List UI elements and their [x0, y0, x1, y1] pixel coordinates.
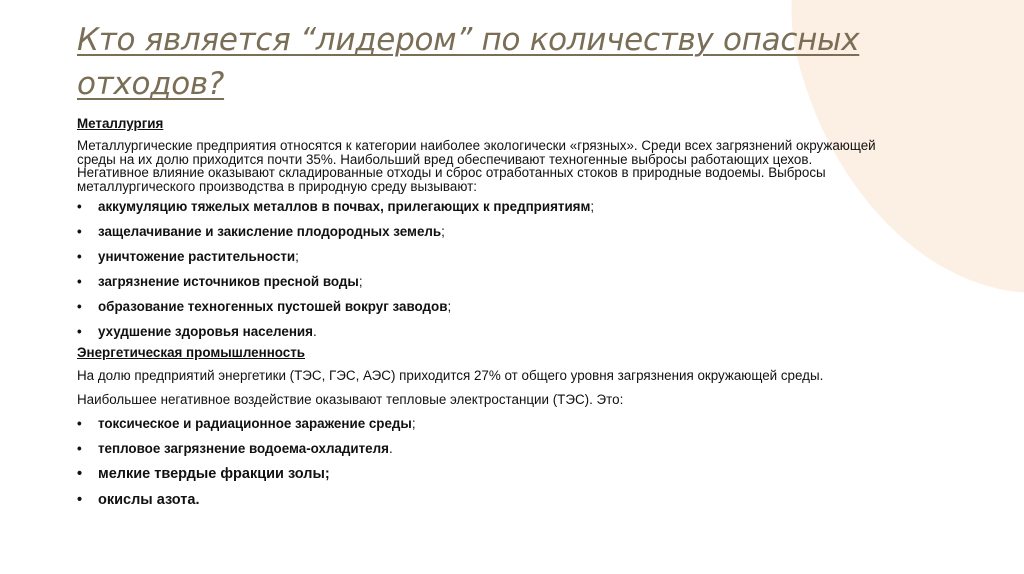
list-item-punct: ; — [324, 466, 330, 482]
list-item — [77, 198, 957, 216]
list-item-text: аккумуляцию тяжелых металлов в почвах, прилегающих к предприятиям — [98, 199, 591, 214]
list-item-text: защелачивание и закисление плодородных земель — [98, 224, 442, 239]
list-item-punct: ; — [441, 224, 445, 239]
list-item-text: окислы азота — [98, 492, 196, 508]
metallurgy-effects-list — [77, 198, 957, 341]
list-item-text: тепловое загрязнение водоема-охладителя — [98, 441, 389, 456]
list-item-punct: . — [388, 441, 393, 456]
list-item-text: загрязнение источников пресной воды — [98, 274, 359, 289]
list-item — [77, 465, 957, 483]
list-item — [77, 248, 957, 266]
list-item — [77, 491, 957, 509]
energy-paragraph-tes: Наибольшее негативное воздействие оказывают тепловые электростанции (ТЭС). Это: — [77, 392, 624, 407]
list-item — [77, 323, 957, 341]
list-item-punct: ; — [447, 299, 452, 314]
energy-effects-list — [77, 415, 957, 509]
slide-title: Кто является “лидером” по количеству опасных отходов? — [77, 22, 860, 102]
list-item-text: уничтожение растительности — [98, 249, 296, 264]
list-item-punct: . — [195, 492, 200, 508]
list-item — [77, 223, 957, 241]
list-item-punct: ; — [295, 249, 299, 264]
slide-body — [77, 116, 957, 517]
list-item-punct: ; — [358, 274, 363, 289]
list-item-text: ухудшение здоровья населения — [98, 324, 313, 339]
energy-paragraph-share: На долю предприятий энергетики (ТЭС, ГЭС, АЭС) приходится 27% от общего уровня загрязнения окружающей среды. — [77, 368, 824, 383]
list-item-text: токсическое и радиационное заражение среды — [98, 416, 412, 431]
list-item-text: образование техногенных пустошей вокруг заводов — [98, 299, 448, 314]
section-heading-metallurgy: Металлургия — [77, 116, 164, 131]
list-item-punct: ; — [411, 416, 416, 431]
list-item-punct: ; — [590, 199, 595, 214]
section-heading-energy: Энергетическая промышленность — [77, 345, 306, 360]
list-item — [77, 273, 957, 291]
metallurgy-intro-paragraph: Металлургические предприятия относятся к категории наиболее экологически «грязных». Среди всех загрязнений окружающей среды на их долю приходится почти 35%. Наибольший вред обеспечивают техногенные выбросы работающих цехов. Негативное влияние оказывают складированные отходы и сброс отработанных стоков в природные водоемы. Выбросы металлургического производства в природную среду вызывают: — [77, 138, 876, 194]
list-item — [77, 298, 957, 316]
list-item-text: мелкие твердые фракции золы — [98, 466, 325, 482]
list-item — [77, 415, 957, 433]
list-item — [77, 440, 957, 458]
list-item-punct: . — [312, 324, 317, 339]
